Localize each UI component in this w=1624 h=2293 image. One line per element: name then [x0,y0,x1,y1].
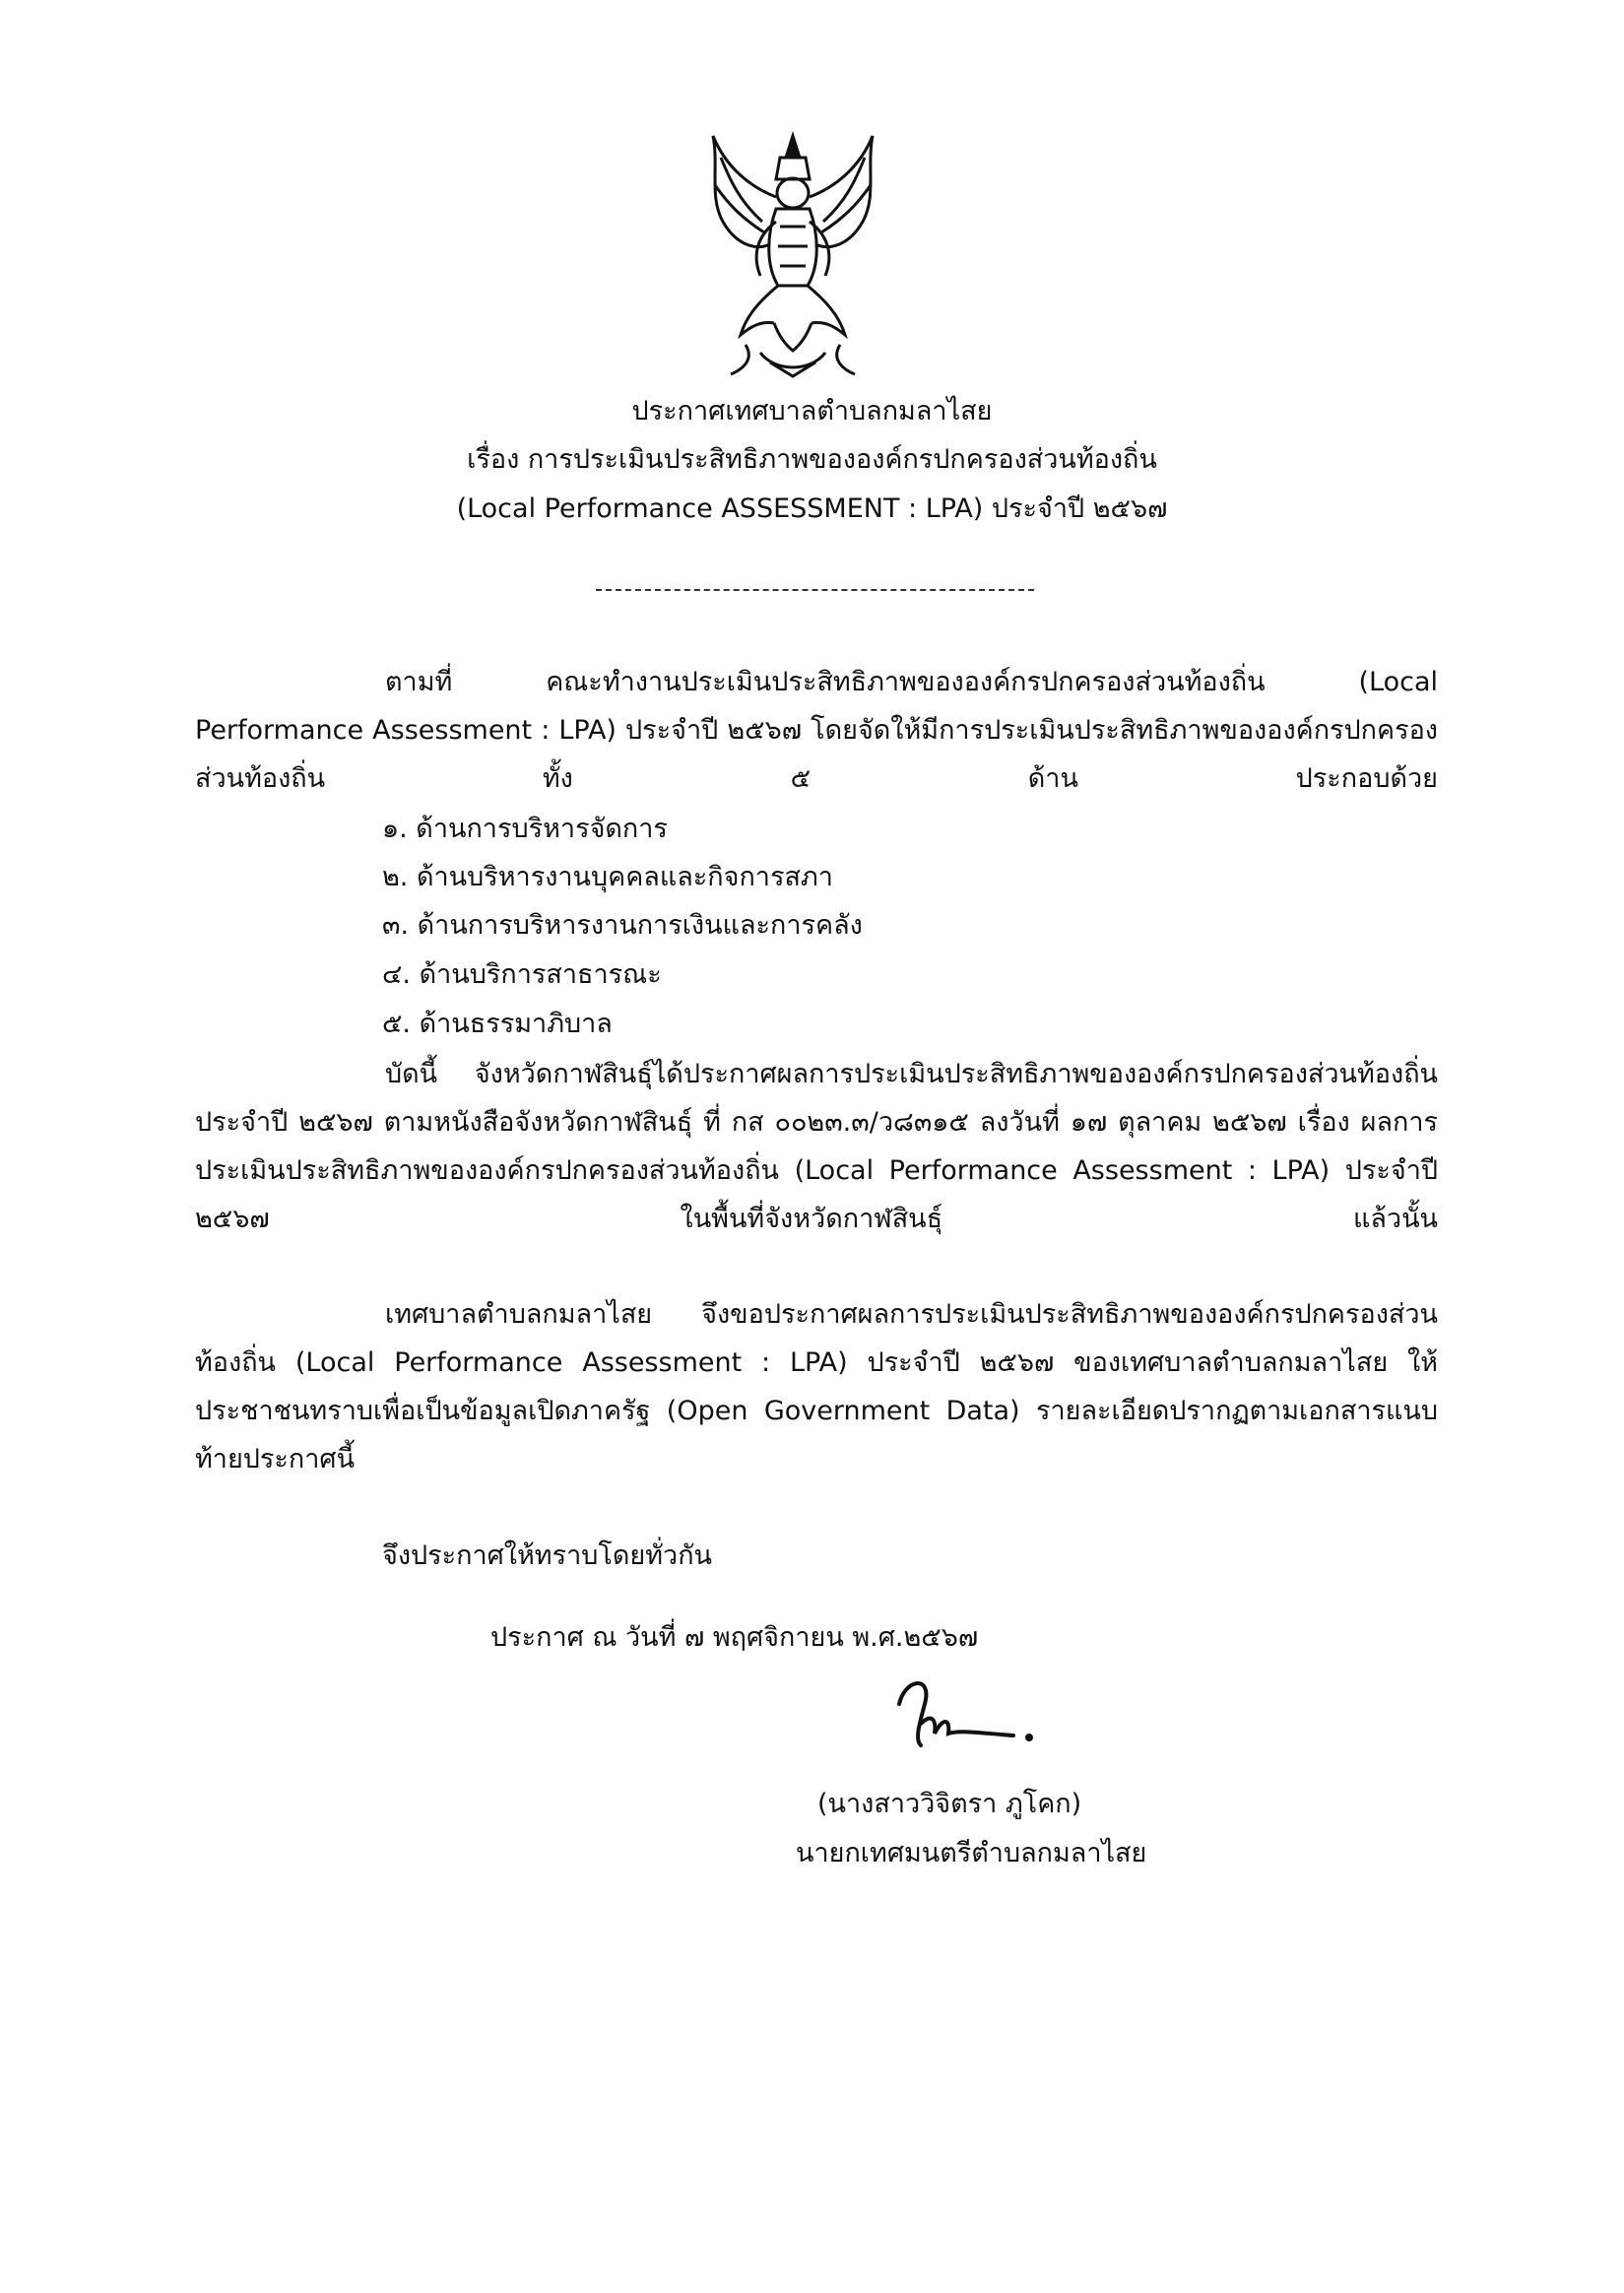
subject-subtitle: (Local Performance ASSESSMENT : LPA) ประจำปี ๒๕๖๗ [456,493,1168,524]
date-line: ประกาศ ณ วันที่ ๗ พฤศจิกายน พ.ศ.๒๕๖๗ [490,1622,979,1653]
paragraph-announcement: เทศบาลตำบลกมลาไสย จึงขอประกาศผลการประเมินประสิทธิภาพขององค์กรปกครองส่วนท้องถิ่น (Local Performance Assessment : LPA) ประจำปี ๒๕๖๗ ของเทศบาลตำบลกมลาไสย ให้ประชาชนทราบเพื่อเป็นข้อมูลเปิดภาครัฐ (Open Government Data) รายละเอียดปรากฏตามเอกสารแนบท้ายประกาศนี้ [195,1299,1438,1474]
handwritten-signature-icon [891,1665,1039,1753]
list-item: ๔. ด้านบริการสาธารณะ [382,959,662,990]
title-separator [596,589,1034,591]
signatory-name: (นางสาววิจิตรา ภูโคก) [817,1789,1082,1819]
announcement-title: ประกาศเทศบาลตำบลกมลาไสย [631,396,993,426]
garuda-emblem-icon [701,128,884,384]
subject-line: เรื่อง การประเมินประสิทธิภาพขององค์กรปกครองส่วนท้องถิ่น [467,444,1157,475]
signatory-position: นายกเทศมนตรีตำบลกมลาไสย [796,1838,1147,1868]
list-item: ๒. ด้านบริหารงานบุคคลและกิจการสภา [382,862,833,892]
closing-line: จึงประกาศให้ทราบโดยทั่วกัน [382,1540,712,1571]
list-item: ๓. ด้านการบริหารงานการเงินและการคลัง [382,910,863,941]
list-item: ๕. ด้านธรรมาภิบาล [382,1009,613,1039]
paragraph-result-notice: บัดนี้ จังหวัดกาฬสินธุ์ได้ประกาศผลการประเมินประสิทธิภาพขององค์กรปกครองส่วนท้องถิ่น ประจำปี ๒๕๖๗ ตามหนังสือจังหวัดกาฬสินธุ์ ที่ กส ๐๐๒๓.๓/ว๘๓๑๕ ลงวันที่ ๑๗ ตุลาคม ๒๕๖๗ เรื่อง ผลการประเมินประสิทธิภาพขององค์กรปกครองส่วนท้องถิ่น (Local Performance Assessment : LPA) ประจำปี ๒๕๖๗ ในพื้นที่จังหวัดกาฬสินธุ์ แล้วนั้น [195,1059,1438,1234]
paragraph-intro: ตามที่ คณะทำงานประเมินประสิทธิภาพขององค์กรปกครองส่วนท้องถิ่น (Local Performance Assessment : LPA) ประจำปี ๒๕๖๗ โดยจัดให้มีการประเมินประสิทธิภาพขององค์กรปกครองส่วนท้องถิ่น ทั้ง ๕ ด้าน ประกอบด้วย [195,667,1438,794]
list-item: ๑. ด้านการบริหารจัดการ [382,814,668,844]
